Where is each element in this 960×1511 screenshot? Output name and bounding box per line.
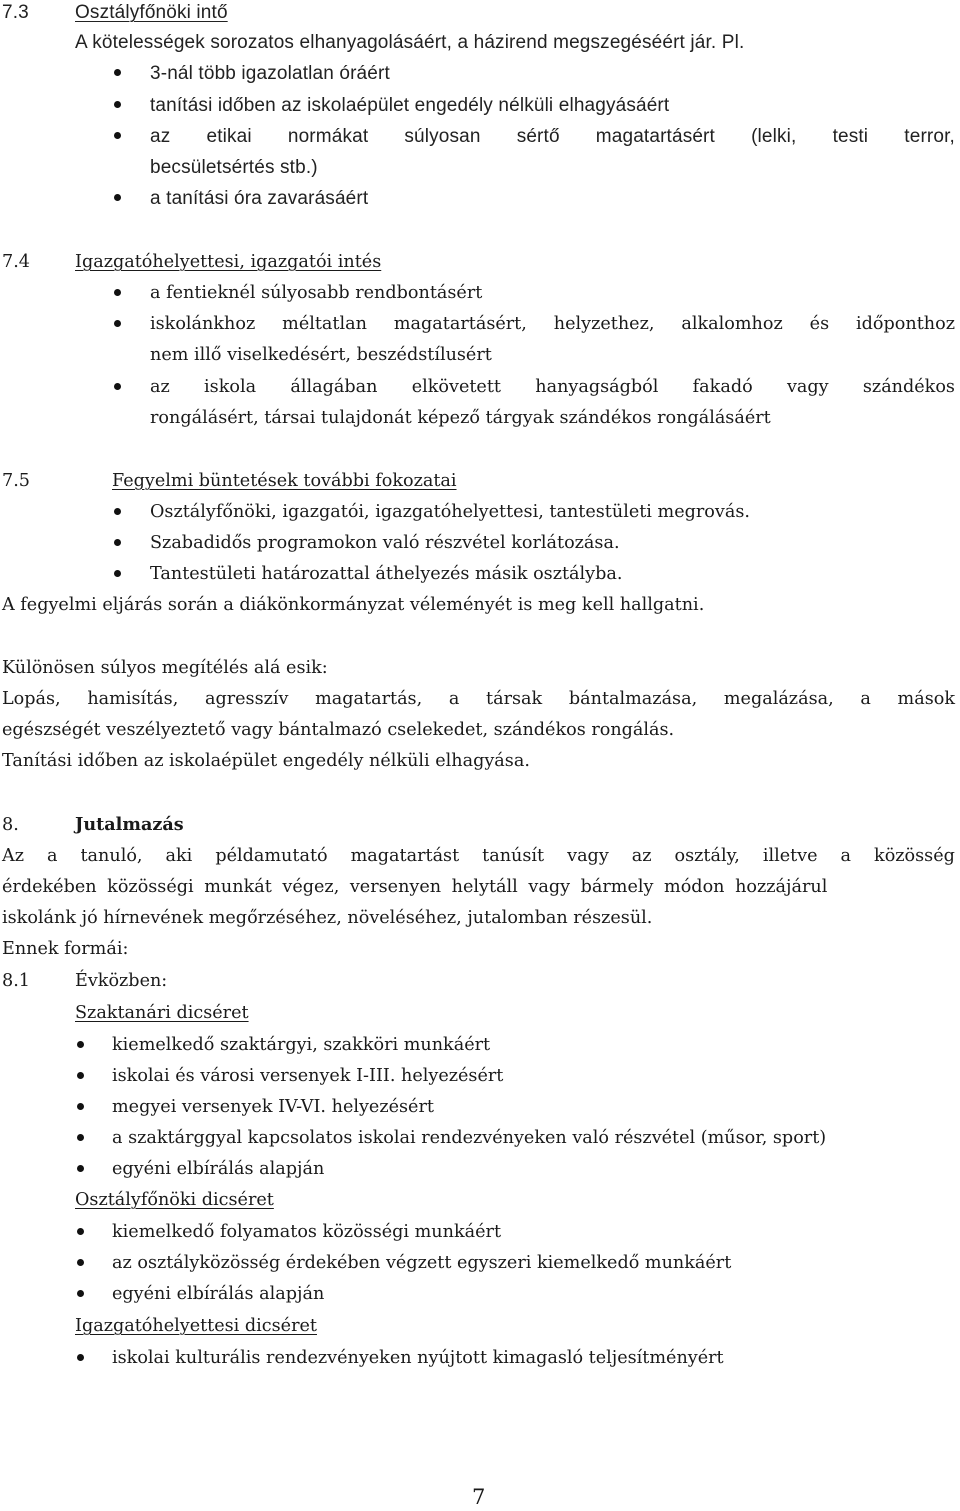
list-item: a fentieknél súlyosabb rendbontásért bbox=[150, 283, 483, 303]
list-item: Osztályfőnöki, igazgatói, igazgatóhelyettesi, tantestületi megrovás. bbox=[150, 502, 750, 522]
list-item: megyei versenyek IV-VI. helyezésért bbox=[112, 1097, 434, 1117]
bullet-icon bbox=[77, 1072, 84, 1079]
section-title: Igazgatóhelyettesi, igazgatói intés bbox=[75, 252, 382, 272]
section-number: 8. bbox=[2, 815, 19, 835]
list-item: egyéni elbírálás alapján bbox=[112, 1159, 325, 1179]
paragraph-line: Tanítási időben az iskolaépület engedély nélküli elhagyása. bbox=[2, 751, 530, 771]
paragraph-line: iskolánk jó hírnevének megőrzéséhez, növeléséhez, jutalomban részesül. bbox=[2, 908, 653, 928]
bullet-icon bbox=[77, 1259, 84, 1266]
bullet-icon bbox=[77, 1041, 84, 1048]
list-item: az iskola állagában elkövetett hanyagságból fakadó vagy szándékos bbox=[150, 377, 955, 397]
bullet-icon bbox=[77, 1290, 84, 1297]
section-number: 7.4 bbox=[2, 252, 30, 272]
bullet-icon bbox=[77, 1134, 84, 1141]
list-item: iskolánkhoz méltatlan magatartásért, helyzethez, alkalomhoz és időponthoz bbox=[150, 314, 955, 334]
paragraph: A kötelességek sorozatos elhanyagolásáért, a házirend megszegéséért jár. Pl. bbox=[75, 32, 745, 53]
section-number: 7.5 bbox=[2, 471, 30, 491]
bullet-icon bbox=[114, 508, 121, 515]
bullet-icon bbox=[77, 1165, 84, 1172]
section-title: Jutalmazás bbox=[75, 814, 184, 835]
list-item: kiemelkedő szaktárgyi, szakköri munkáért bbox=[112, 1035, 491, 1055]
list-heading: Szaktanári dicséret bbox=[75, 1003, 249, 1023]
list-heading: Igazgatóhelyettesi dicséret bbox=[75, 1316, 317, 1336]
bullet-icon bbox=[114, 383, 121, 390]
bullet-icon bbox=[77, 1354, 84, 1361]
list-item: a tanítási óra zavarásáért bbox=[150, 188, 369, 209]
bullet-icon bbox=[77, 1103, 84, 1110]
list-item: Tantestületi határozattal áthelyezés másik osztályba. bbox=[150, 564, 623, 584]
section-title: Fegyelmi büntetések további fokozatai bbox=[112, 471, 457, 491]
paragraph-heading: Különösen súlyos megítélés alá esik: bbox=[2, 658, 328, 678]
paragraph-line: egészségét veszélyeztető vagy bántalmazó cselekedet, szándékos rongálás. bbox=[2, 720, 675, 740]
bullet-icon bbox=[114, 69, 121, 76]
bullet-icon bbox=[77, 1228, 84, 1235]
bullet-icon bbox=[114, 539, 121, 546]
page-number: 7 bbox=[472, 1485, 486, 1509]
list-item: az osztályközösség érdekében végzett egyszeri kiemelkedő munkáért bbox=[112, 1253, 732, 1273]
bullet-icon bbox=[114, 289, 121, 296]
list-item: 3-nál több igazolatlan óráért bbox=[150, 63, 390, 84]
bullet-icon bbox=[114, 194, 121, 201]
list-item: kiemelkedő folyamatos közösségi munkáért bbox=[112, 1222, 502, 1242]
list-item: a szaktárggyal kapcsolatos iskolai rendezvényeken való részvétel (műsor, sport) bbox=[112, 1128, 827, 1148]
subsection-title: Évközben: bbox=[75, 971, 168, 991]
paragraph-line: Ennek formái: bbox=[2, 939, 129, 959]
list-item: tanítási időben az iskolaépület engedély nélküli elhagyásáért bbox=[150, 95, 670, 116]
section-number: 7.3 bbox=[2, 2, 29, 23]
list-item: iskolai kulturális rendezvényeken nyújtott kimagasló teljesítményért bbox=[112, 1348, 724, 1368]
list-heading: Osztályfőnöki dicséret bbox=[75, 1190, 274, 1210]
paragraph-line: Az a tanuló, aki példamutató magatartást tanúsít vagy az osztály, illetve a közösség bbox=[2, 846, 955, 866]
bullet-icon bbox=[114, 570, 121, 577]
section-title: Osztályfőnöki intő bbox=[75, 2, 228, 23]
subsection-number: 8.1 bbox=[2, 971, 30, 991]
paragraph-line: érdekében közösségi munkát végez, versenyen helytáll vagy bármely módon hozzájárul bbox=[2, 877, 828, 897]
list-item: Szabadidős programokon való részvétel korlátozása. bbox=[150, 533, 620, 553]
paragraph: A fegyelmi eljárás során a diákönkormányzat véleményét is meg kell hallgatni. bbox=[2, 595, 705, 615]
list-item-continuation: rongálásért, társai tulajdonát képező tárgyak szándékos rongálásáért bbox=[150, 408, 771, 428]
bullet-icon bbox=[114, 101, 121, 108]
list-item: egyéni elbírálás alapján bbox=[112, 1284, 325, 1304]
bullet-icon bbox=[114, 132, 121, 139]
list-item-continuation: nem illő viselkedésért, beszédstílusért bbox=[150, 345, 492, 365]
list-item: az etikai normákat súlyosan sértő magatartásért (lelki, testi terror, bbox=[150, 126, 955, 147]
list-item: iskolai és városi versenyek I-III. helyezésért bbox=[112, 1066, 504, 1086]
paragraph-line: Lopás, hamisítás, agresszív magatartás, a társak bántalmazása, megalázása, a mások bbox=[2, 689, 955, 709]
bullet-icon bbox=[114, 320, 121, 327]
list-item-continuation: becsületsértés stb.) bbox=[150, 157, 318, 178]
